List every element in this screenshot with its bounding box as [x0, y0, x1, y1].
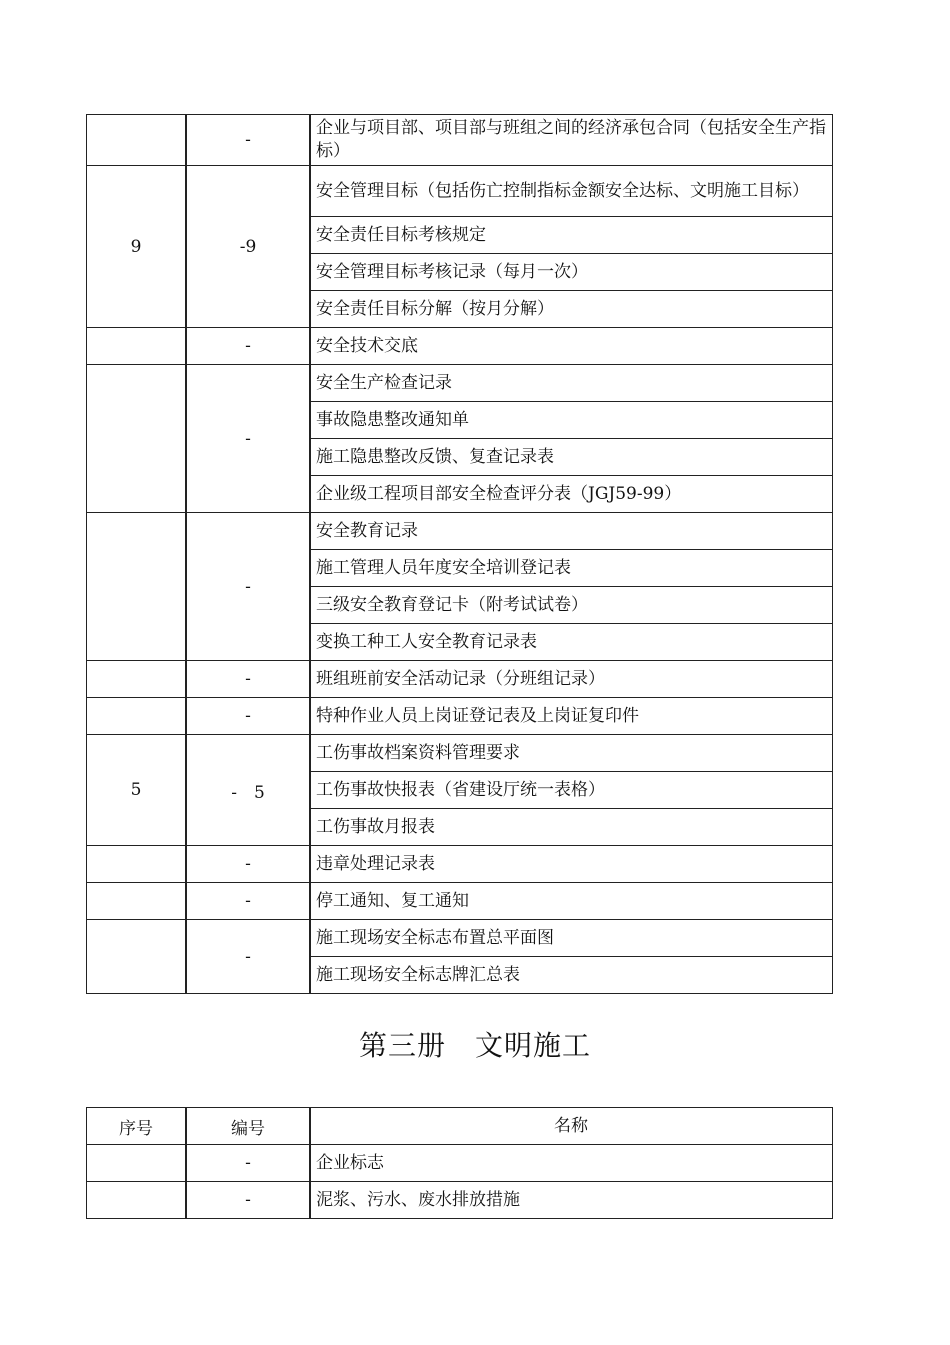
table-row: [87, 920, 833, 957]
name-cell: 安全技术交底: [310, 328, 833, 365]
name-cell: 安全教育记录: [310, 513, 833, 550]
seq-cell: [87, 1145, 187, 1182]
name-cell: 施工现场安全标志布置总平面图: [310, 920, 833, 957]
table-row: [87, 1182, 833, 1219]
table-header-row: [87, 1108, 833, 1145]
code-cell: -: [186, 513, 310, 661]
seq-cell: 5: [87, 735, 187, 846]
table-row: [87, 328, 833, 365]
name-cell: 安全管理目标（包括伤亡控制指标金额安全达标、文明施工目标）: [310, 166, 833, 217]
section-title: 第三册 文明施工: [358, 1029, 591, 1062]
code-cell: -: [186, 846, 310, 883]
name-cell: 企业标志: [310, 1145, 833, 1182]
seq-cell: [87, 365, 187, 513]
seq-cell: [87, 328, 187, 365]
name-cell: 施工管理人员年度安全培训登记表: [310, 550, 833, 587]
code-cell: -9: [186, 166, 310, 328]
code-cell: -: [186, 698, 310, 735]
seq-cell: [87, 698, 187, 735]
name-cell: 工伤事故档案资料管理要求: [310, 735, 833, 772]
table-row: [87, 846, 833, 883]
name-cell: 安全管理目标考核记录（每月一次）: [310, 254, 833, 291]
table-row: [87, 661, 833, 698]
code-cell: -: [186, 1182, 310, 1219]
seq-cell: [87, 883, 187, 920]
name-cell: 施工隐患整改反馈、复查记录表: [310, 439, 833, 476]
name-cell: 安全责任目标考核规定: [310, 217, 833, 254]
table-row: [87, 735, 833, 772]
code-cell: -: [186, 365, 310, 513]
table-row: [87, 883, 833, 920]
name-cell: 变换工种工人安全教育记录表: [310, 624, 833, 661]
seq-cell: [87, 513, 187, 661]
name-cell: 企业级工程项目部安全检查评分表（JGJ59-99）: [310, 476, 833, 513]
name-cell: 工伤事故月报表: [310, 809, 833, 846]
seq-cell: [87, 1182, 187, 1219]
table-row: [87, 698, 833, 735]
code-cell: -: [186, 661, 310, 698]
seq-cell: [87, 115, 187, 166]
header-seq: 序号: [87, 1108, 187, 1145]
code-cell: -: [186, 328, 310, 365]
seq-cell: [87, 920, 187, 994]
name-cell: 安全责任目标分解（按月分解）: [310, 291, 833, 328]
code-cell: - 5: [186, 735, 310, 846]
name-cell: 企业与项目部、项目部与班组之间的经济承包合同（包括安全生产指标）: [310, 115, 833, 166]
header-code: 编号: [186, 1108, 310, 1145]
code-cell: -: [186, 920, 310, 994]
name-cell: 工伤事故快报表（省建设厅统一表格）: [310, 772, 833, 809]
safety-records-table: [86, 114, 833, 994]
header-name: 名称: [310, 1108, 833, 1145]
name-cell: 事故隐患整改通知单: [310, 402, 833, 439]
name-cell: 安全生产检查记录: [310, 365, 833, 402]
name-cell: 违章处理记录表: [310, 846, 833, 883]
table-row: [87, 1145, 833, 1182]
table-row: [87, 115, 833, 166]
seq-cell: 9: [87, 166, 187, 328]
name-cell: 泥浆、污水、废水排放措施: [310, 1182, 833, 1219]
table-row: [87, 365, 833, 402]
name-cell: 施工现场安全标志牌汇总表: [310, 957, 833, 994]
table-row: [87, 166, 833, 217]
table-row: [87, 513, 833, 550]
seq-cell: [87, 846, 187, 883]
civilized-construction-table: [86, 1107, 833, 1219]
name-cell: 停工通知、复工通知: [310, 883, 833, 920]
code-cell: -: [186, 1145, 310, 1182]
name-cell: 特种作业人员上岗证登记表及上岗证复印件: [310, 698, 833, 735]
code-cell: -: [186, 883, 310, 920]
seq-cell: [87, 661, 187, 698]
code-cell: -: [186, 115, 310, 166]
name-cell: 班组班前安全活动记录（分班组记录）: [310, 661, 833, 698]
name-cell: 三级安全教育登记卡（附考试试卷）: [310, 587, 833, 624]
